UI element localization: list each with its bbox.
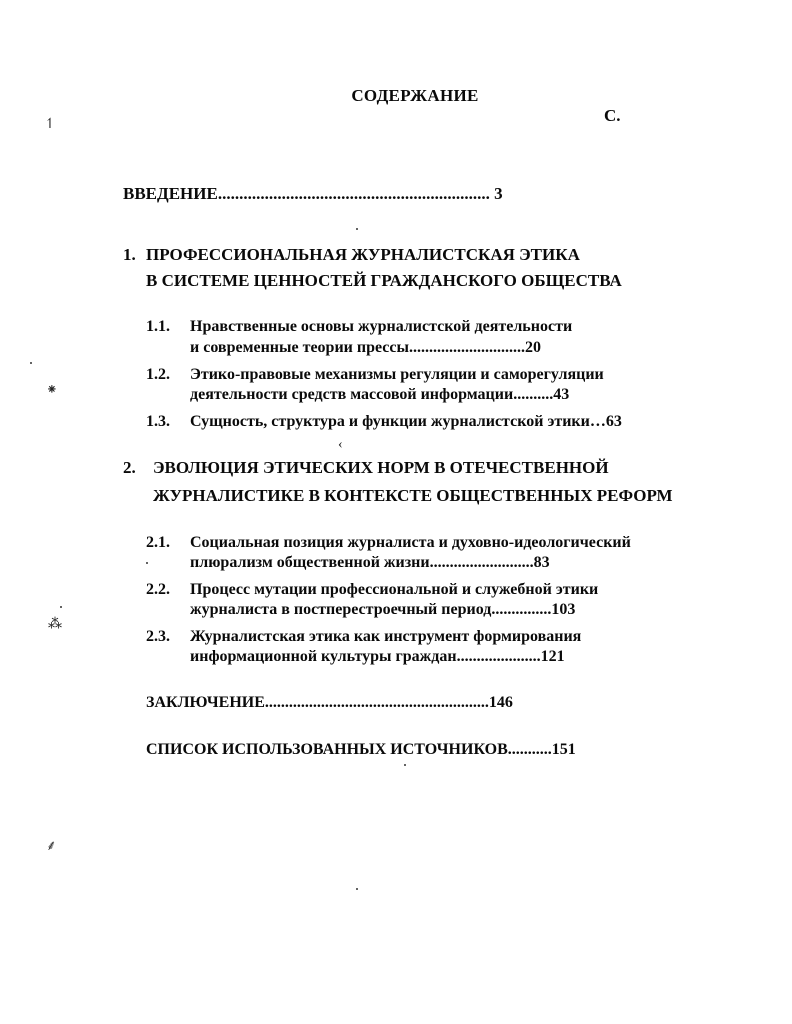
scan-mark: ⸙ <box>46 839 57 854</box>
section-1-3-number: 1.3. <box>146 413 170 430</box>
chapter-2-title-line1[interactable]: ЭВОЛЮЦИЯ ЭТИЧЕСКИХ НОРМ В ОТЕЧЕСТВЕННОЙ <box>153 458 609 477</box>
toc-entry-intro[interactable]: ВВЕДЕНИЕ................................................................ 3 <box>123 184 503 203</box>
section-2-1-line1[interactable]: Социальная позиция журналиста и духовно-идеологический <box>190 534 631 551</box>
chapter-1-number: 1. <box>123 245 136 264</box>
scan-dot <box>356 228 358 230</box>
section-2-3-number: 2.3. <box>146 628 170 645</box>
scan-dot <box>30 362 32 364</box>
chapter-2-title-line2[interactable]: ЖУРНАЛИСТИКЕ В КОНТЕКСТЕ ОБЩЕСТВЕННЫХ РЕФОРМ <box>153 486 673 505</box>
scan-mark: ⁕ <box>46 383 58 398</box>
scan-dot <box>404 764 406 766</box>
section-2-2-line2[interactable]: журналиста в постперестроечный период...............103 <box>190 601 576 618</box>
section-1-2-number: 1.2. <box>146 366 170 383</box>
section-2-3-line2[interactable]: информационной культуры граждан.....................121 <box>190 648 565 665</box>
section-1-1-line2[interactable]: и современные теории прессы.............................20 <box>190 339 541 356</box>
scan-dot <box>146 562 148 564</box>
section-1-3-line1[interactable]: Сущность, структура и функции журналистской этики…63 <box>190 413 622 430</box>
scan-dot <box>356 888 358 890</box>
chapter-2-number: 2. <box>123 458 136 477</box>
section-1-1-number: 1.1. <box>146 318 170 335</box>
chapter-1-title-line1[interactable]: ПРОФЕССИОНАЛЬНАЯ ЖУРНАЛИСТСКАЯ ЭТИКА <box>146 245 580 264</box>
scan-mark: ⁂ <box>48 617 62 632</box>
page-column-label: С. <box>604 106 621 125</box>
toc-entry-references[interactable]: СПИСОК ИСПОЛЬЗОВАННЫХ ИСТОЧНИКОВ...........151 <box>146 741 576 758</box>
section-2-3-line1[interactable]: Журналистская этика как инструмент формирования <box>190 628 582 645</box>
section-1-1-line1[interactable]: Нравственные основы журналистской деятельности <box>190 318 573 335</box>
toc-entry-conclusion[interactable]: ЗАКЛЮЧЕНИЕ........................................................146 <box>146 694 513 711</box>
section-2-2-line1[interactable]: Процесс мутации профессиональной и служебной этики <box>190 581 599 598</box>
section-2-2-number: 2.2. <box>146 581 170 598</box>
scan-mark: ‹ <box>338 437 343 452</box>
chapter-1-title-line2[interactable]: В СИСТЕМЕ ЦЕННОСТЕЙ ГРАЖДАНСКОГО ОБЩЕСТВА <box>146 271 622 290</box>
section-1-2-line1[interactable]: Этико-правовые механизмы регуляции и саморегуляции <box>190 366 604 383</box>
section-2-1-number: 2.1. <box>146 534 170 551</box>
scan-dot <box>60 606 62 608</box>
scan-mark: ↿ <box>44 117 56 132</box>
section-1-2-line2[interactable]: деятельности средств массовой информации..........43 <box>190 386 570 403</box>
section-2-1-line2[interactable]: плюрализм общественной жизни..........................83 <box>190 554 550 571</box>
page-title: СОДЕРЖАНИЕ <box>351 86 479 105</box>
